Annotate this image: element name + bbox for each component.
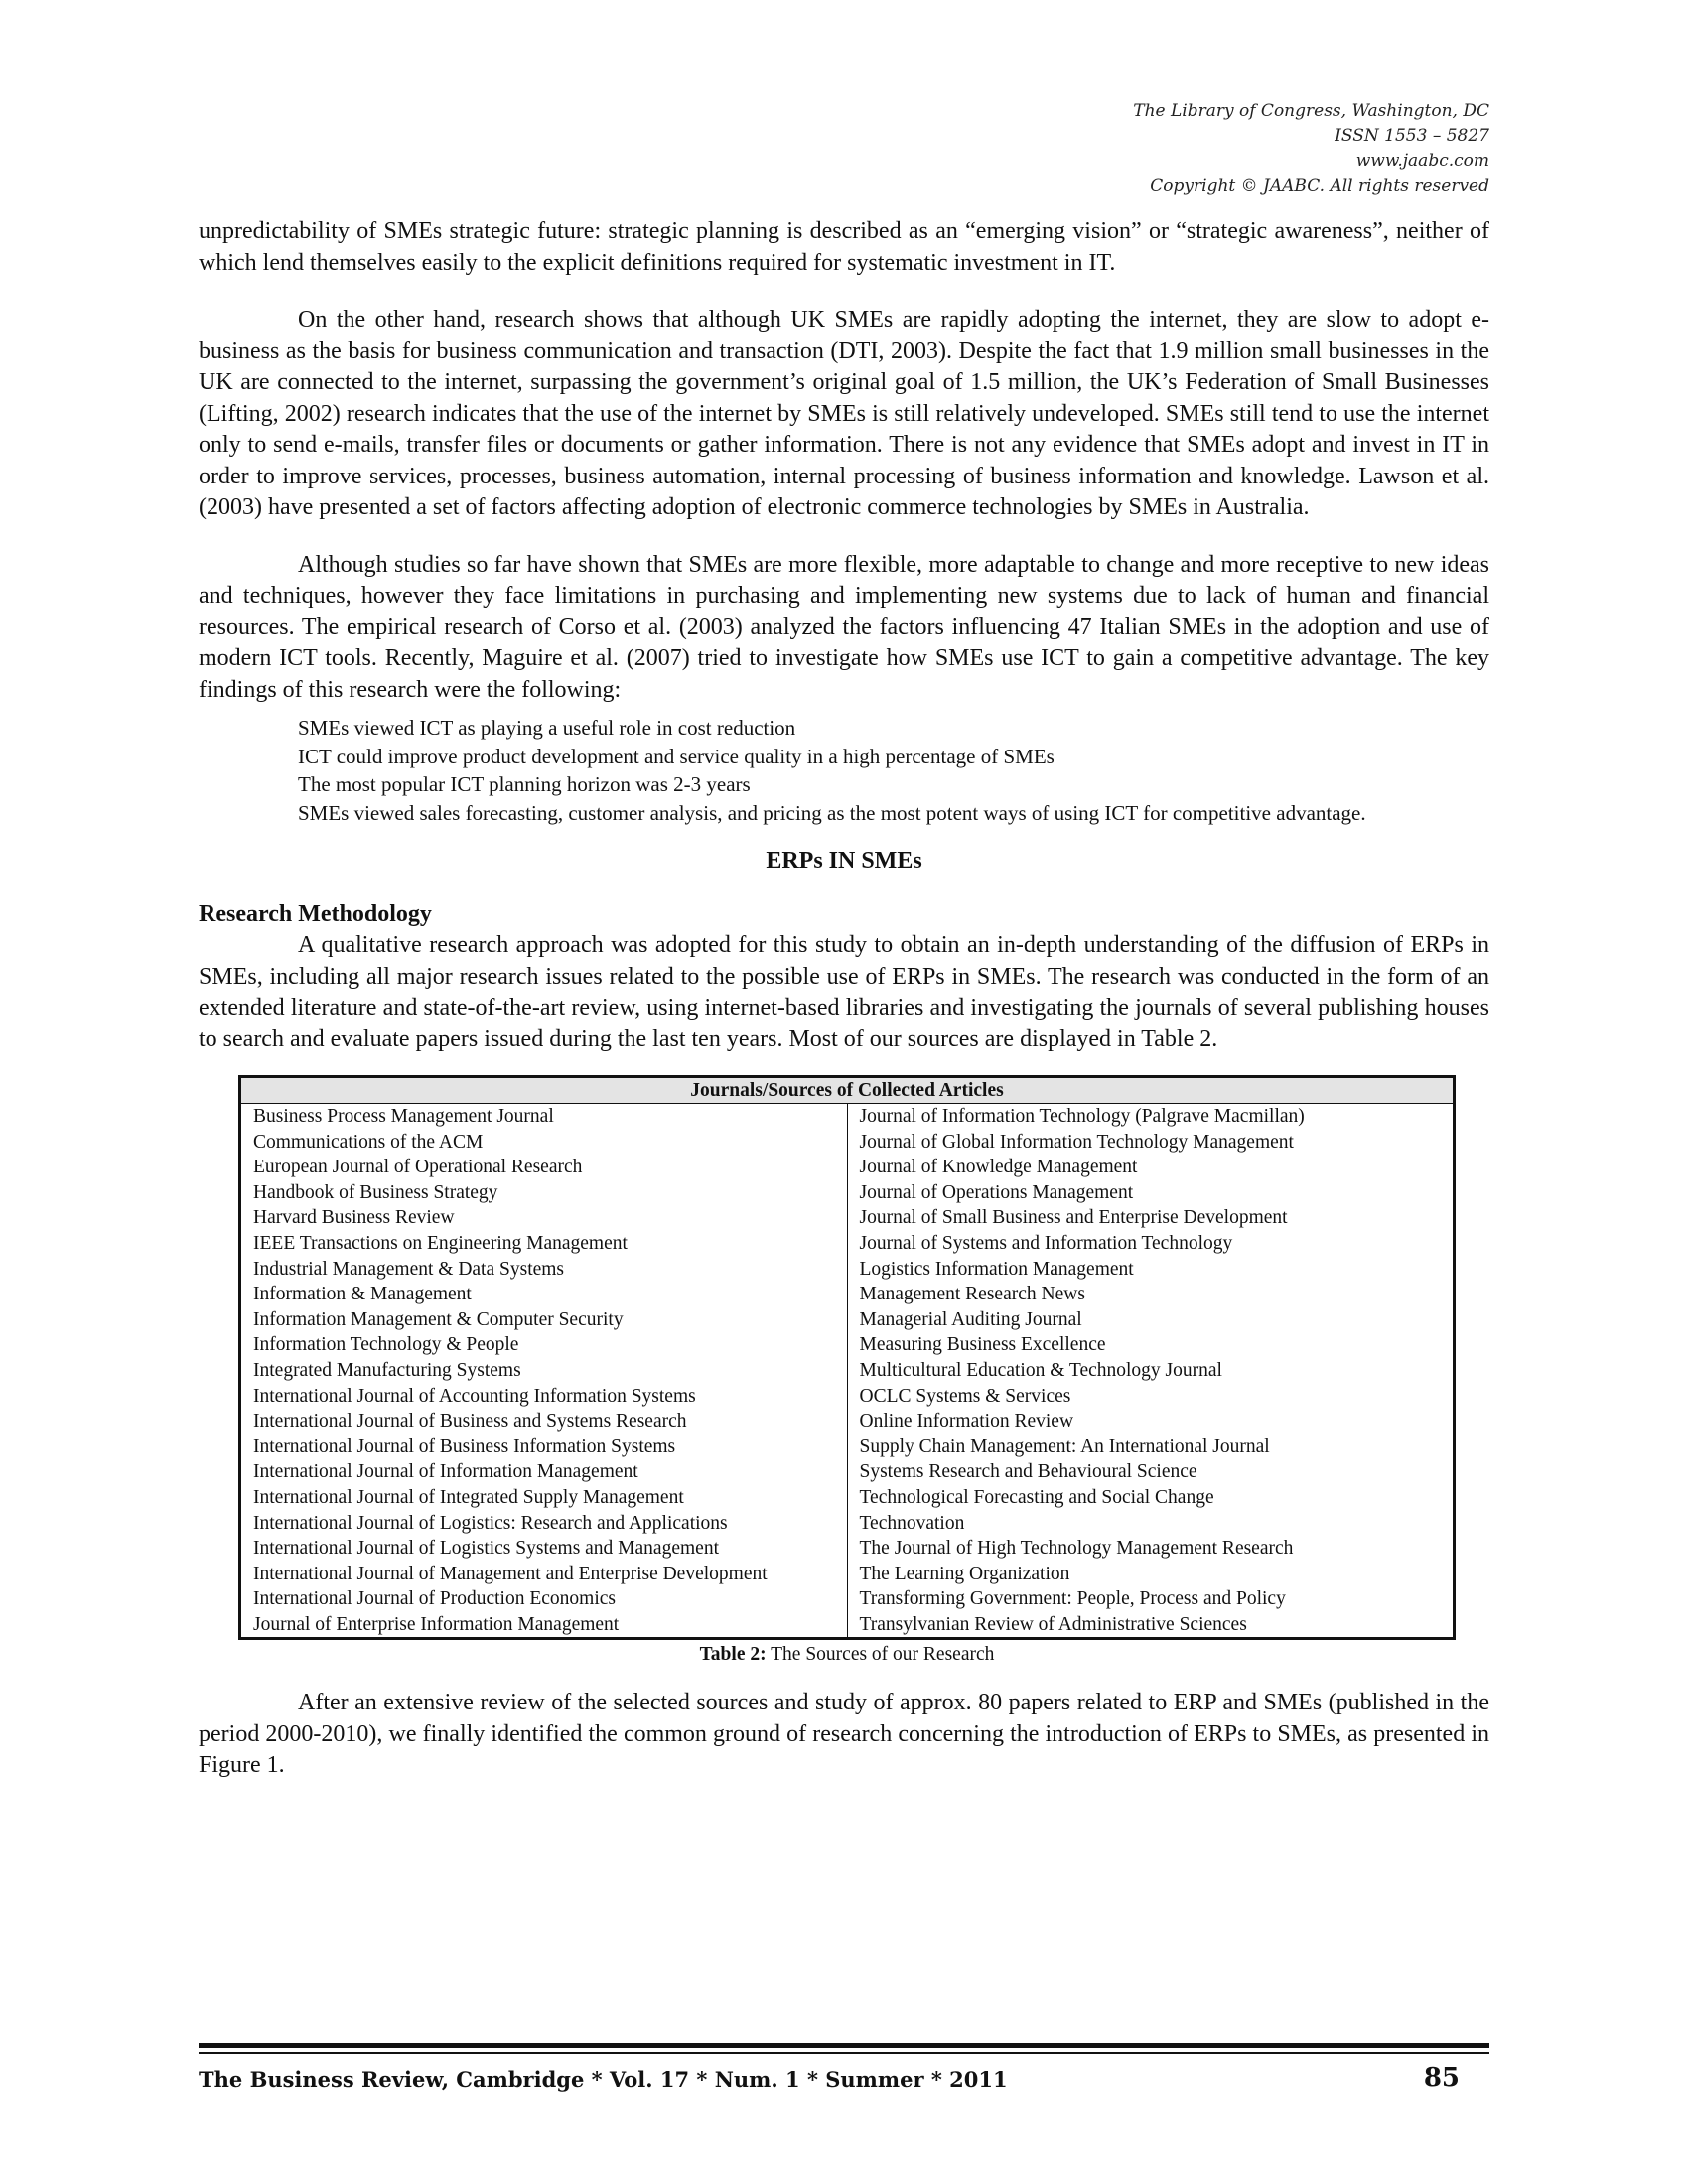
table-cell-left: Business Process Management Journal bbox=[240, 1104, 848, 1130]
header-library: The Library of Congress, Washington, DC bbox=[1133, 101, 1489, 121]
table-row bbox=[240, 1130, 1455, 1156]
table-row bbox=[240, 1586, 1455, 1612]
page-header bbox=[1133, 99, 1489, 199]
section-title: ERPs IN SMEs bbox=[766, 848, 922, 874]
table-row bbox=[240, 1536, 1455, 1562]
table-row bbox=[240, 1384, 1455, 1410]
table-cell-left: International Journal of Business Information Systems bbox=[240, 1434, 848, 1460]
paragraph-methodology: A qualitative research approach was adopted for this study to obtain an in-depth understanding of the diffusion of ERPs in SMEs, including all major research issues related to the possible use of ERPs in SMEs. The research was conducted in the form of an extended literature and state-of-the-art review, using internet-based libraries and investigating the journals of several publishing houses to search and evaluate papers issued during the last ten years. Most of our sources are displayed in Table 2. bbox=[199, 932, 1489, 1052]
list-item: SMEs viewed sales forecasting, customer analysis, and pricing as the most potent ways of using ICT for competitive advantage. bbox=[298, 800, 1366, 825]
table-cell-right: Journal of Systems and Information Technology bbox=[859, 1232, 1233, 1254]
table-cell-left: International Journal of Accounting Information Systems bbox=[240, 1384, 848, 1410]
table-row bbox=[240, 1257, 1455, 1283]
sources-table-wrapper bbox=[238, 1075, 1456, 1668]
table-cell-left: International Journal of Logistics Systems and Management bbox=[240, 1536, 848, 1562]
table-cell-left: International Journal of Logistics: Research and Applications bbox=[240, 1511, 848, 1537]
table-cell-left: International Journal of Integrated Supply Management bbox=[240, 1485, 848, 1511]
table-cell-right: Measuring Business Excellence bbox=[859, 1334, 1106, 1356]
table-cell-right: Journal of Small Business and Enterprise Development bbox=[859, 1207, 1288, 1229]
article-body bbox=[199, 216, 1489, 1782]
table-row bbox=[240, 1282, 1455, 1307]
table-cell-right: Journal of Information Technology (Palgrave Macmillan) bbox=[859, 1106, 1305, 1127]
header-website: www.jaabc.com bbox=[1355, 151, 1489, 171]
table-header: Journals/Sources of Collected Articles bbox=[240, 1077, 1455, 1104]
caption-text: The Sources of our Research bbox=[766, 1644, 995, 1666]
footer-rule-thick bbox=[199, 2043, 1489, 2048]
table-row bbox=[240, 1459, 1455, 1485]
paragraph-uk-smes: On the other hand, research shows that although UK SMEs are rapidly adopting the internet, they are slow to adopt e-business as the basis for business communication and transaction (DTI, 2003). Despite the fact that 1.9 million small businesses in the UK are connected to the internet, surpassing the government’s original goal of 1.5 million, the UK’s Federation of Small Businesses (Lifting, 2002) research indicates that the use of the internet by SMEs is still relatively undeveloped. SMEs still tend to use the internet only to send e-mails, transfer files or documents or gather information. There is not any evidence that SMEs adopt and invest in IT in order to improve services, processes, business automation, internal processing of business information and knowledge. Lawson et al. (2003) have presented a set of factors affecting adoption of electronic commerce technologies by SMEs in Australia. bbox=[199, 307, 1489, 520]
table-cell-right: Supply Chain Management: An International Journal bbox=[859, 1435, 1270, 1457]
table-cell-right: Managerial Auditing Journal bbox=[859, 1308, 1082, 1330]
table-cell-right: The Journal of High Technology Management Research bbox=[859, 1538, 1294, 1560]
paragraph-flexibility: Although studies so far have shown that SMEs are more flexible, more adaptable to change and more receptive to new ideas and techniques, however they face limitations in purchasing and implementing new systems due to lack of human and financial resources. The empirical research of Corso et al. (2003) analyzed the factors influencing 47 Italian SMEs in the adoption and use of modern ICT tools. Recently, Maguire et al. (2007) tried to investigate how SMEs use ICT to gain a competitive advantage. The key findings of this research were the following: bbox=[199, 551, 1489, 703]
findings-list bbox=[199, 714, 1489, 827]
table-cell-left: Industrial Management & Data Systems bbox=[240, 1257, 848, 1283]
subheading: Research Methodology bbox=[199, 901, 432, 927]
table-row bbox=[240, 1562, 1455, 1587]
table-cell-left: Journal of Enterprise Information Management bbox=[240, 1612, 848, 1639]
table-row bbox=[240, 1155, 1455, 1180]
table-cell-left: Information Technology & People bbox=[240, 1332, 848, 1358]
table-cell-right: Management Research News bbox=[859, 1284, 1085, 1305]
paragraph-continued: unpredictability of SMEs strategic future: strategic planning is described as an “emerging vision” or “strategic awareness”, neither of which lend themselves easily to the explicit definitions required for systematic investment in IT. bbox=[199, 218, 1489, 276]
table-row bbox=[240, 1104, 1455, 1130]
table-cell-right: Logistics Information Management bbox=[859, 1258, 1134, 1280]
footer-journal: The Business Review, Cambridge * Vol. 17 * Num. 1 * Summer * 2011 bbox=[199, 2067, 1008, 2092]
header-issn: ISSN 1553 – 5827 bbox=[1335, 126, 1489, 146]
table-row bbox=[240, 1180, 1455, 1206]
table-cell-left: International Journal of Information Management bbox=[240, 1459, 848, 1485]
table-cell-left: Communications of the ACM bbox=[240, 1130, 848, 1156]
caption-label: Table 2: bbox=[699, 1644, 767, 1666]
table-cell-left: Information Management & Computer Security bbox=[240, 1307, 848, 1333]
sources-table bbox=[238, 1075, 1456, 1640]
table-cell-left: European Journal of Operational Research bbox=[240, 1155, 848, 1180]
table-cell-right: The Learning Organization bbox=[859, 1563, 1070, 1584]
table-header-row bbox=[240, 1077, 1455, 1104]
paragraph-review: After an extensive review of the selected sources and study of approx. 80 papers related to ERP and SMEs (published in the period 2000-2010), we finally identified the common ground of research concerning the introduction of ERPs to SMEs, as presented in Figure 1. bbox=[199, 1690, 1489, 1779]
table-cell-left: Information & Management bbox=[240, 1282, 848, 1307]
table-row bbox=[240, 1332, 1455, 1358]
table-cell-left: Harvard Business Review bbox=[240, 1205, 848, 1231]
table-cell-left: Integrated Manufacturing Systems bbox=[240, 1358, 848, 1384]
table-row bbox=[240, 1485, 1455, 1511]
table-cell-right: Technological Forecasting and Social Change bbox=[859, 1486, 1214, 1508]
table-cell-right: Online Information Review bbox=[859, 1411, 1074, 1433]
table-cell-left: Handbook of Business Strategy bbox=[240, 1180, 848, 1206]
table-cell-right: Journal of Global Information Technology Management bbox=[859, 1131, 1294, 1153]
table-cell-right: Journal of Knowledge Management bbox=[859, 1157, 1138, 1178]
table-row bbox=[240, 1205, 1455, 1231]
table-cell-left: International Journal of Management and Enterprise Development bbox=[240, 1562, 848, 1587]
table-body bbox=[240, 1104, 1455, 1639]
table-caption bbox=[238, 1642, 1456, 1668]
table-row bbox=[240, 1358, 1455, 1384]
table-cell-right: Transforming Government: People, Process and Policy bbox=[859, 1588, 1286, 1610]
table-row bbox=[240, 1307, 1455, 1333]
list-item: ICT could improve product development and service quality in a high percentage of SMEs bbox=[298, 744, 1055, 768]
table-cell-left: International Journal of Business and Systems Research bbox=[240, 1409, 848, 1434]
footer-rule-thin bbox=[199, 2052, 1489, 2054]
table-cell-right: OCLC Systems & Services bbox=[859, 1385, 1071, 1407]
table-row bbox=[240, 1511, 1455, 1537]
header-copyright: Copyright © JAABC. All rights reserved bbox=[1150, 176, 1489, 196]
table-cell-left: IEEE Transactions on Engineering Management bbox=[240, 1231, 848, 1257]
table-cell-right: Systems Research and Behavioural Science bbox=[859, 1461, 1197, 1483]
table-cell-left: International Journal of Production Economics bbox=[240, 1586, 848, 1612]
table-row bbox=[240, 1434, 1455, 1460]
table-row bbox=[240, 1409, 1455, 1434]
table-cell-right: Journal of Operations Management bbox=[859, 1181, 1134, 1203]
table-cell-right: Technovation bbox=[859, 1512, 965, 1534]
table-row bbox=[240, 1612, 1455, 1639]
list-item: SMEs viewed ICT as playing a useful role in cost reduction bbox=[298, 716, 796, 740]
table-cell-right: Multicultural Education & Technology Journal bbox=[859, 1359, 1222, 1381]
list-item: The most popular ICT planning horizon was 2-3 years bbox=[298, 772, 751, 796]
table-row bbox=[240, 1231, 1455, 1257]
table-cell-right: Transylvanian Review of Administrative Sciences bbox=[859, 1613, 1247, 1635]
page-number: 85 bbox=[1423, 2063, 1460, 2093]
